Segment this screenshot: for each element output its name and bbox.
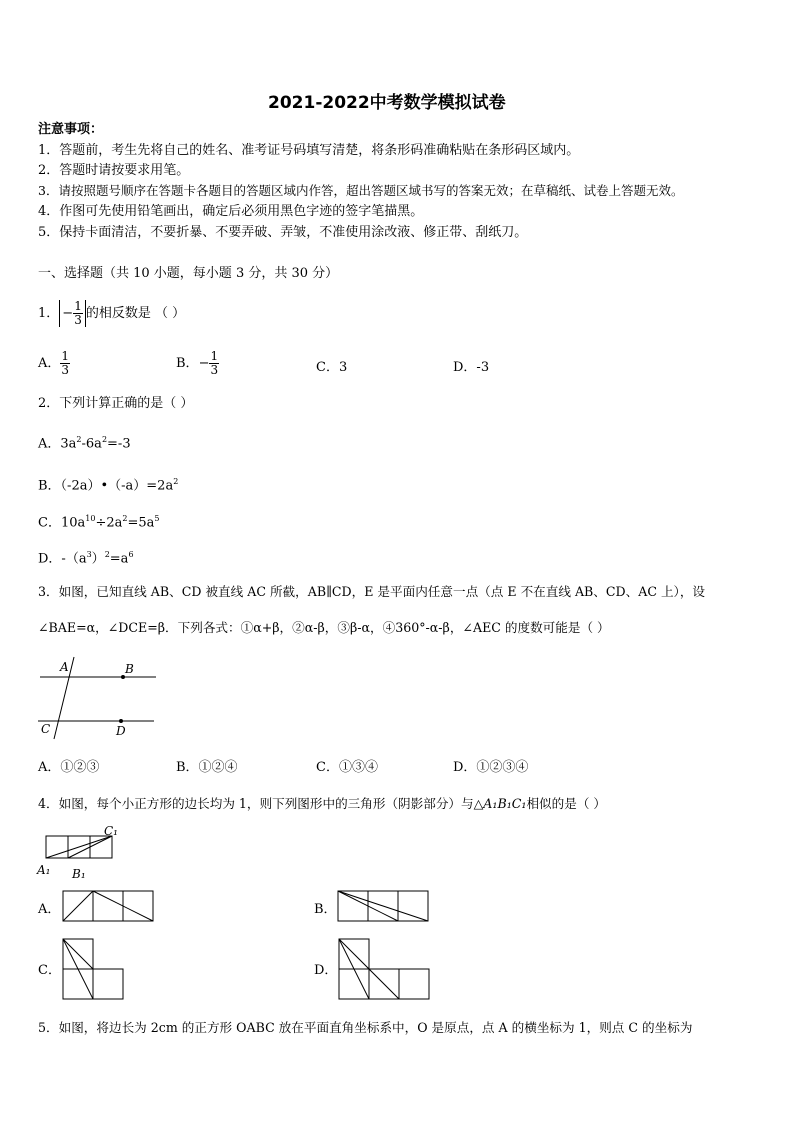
q3-option-c: C．①③④ bbox=[316, 760, 378, 775]
q1-minus: − bbox=[62, 306, 74, 321]
q4-reference-figure bbox=[34, 826, 134, 884]
q2-d-exp1: 3 bbox=[86, 550, 92, 559]
q1-option-a bbox=[38, 350, 70, 377]
notice-item-1: 1．答题前，考生先将自己的姓名、准考证号码填写清楚，将条形码准确粘贴在条形码区域内。 bbox=[38, 143, 580, 158]
q2-c-part3: =5a bbox=[127, 515, 155, 531]
q4-stem-part1: 4．如图，每个小正方形的边长均为 1，则下列图形中的三角形（阴影部分）与 bbox=[38, 796, 474, 811]
q4-triangle-name: △A₁B₁C₁ bbox=[473, 796, 527, 811]
question-4 bbox=[38, 796, 606, 812]
q4-option-b-label: B． bbox=[314, 902, 337, 917]
q2-option-d bbox=[38, 547, 134, 567]
q1-a-den: 3 bbox=[61, 363, 70, 377]
question-2: 2．下列计算正确的是（ ） bbox=[38, 396, 194, 411]
q3-figure bbox=[36, 655, 160, 741]
q2-option-c bbox=[38, 511, 159, 531]
label-b: B bbox=[125, 662, 134, 676]
q2-c-part2: ÷2a bbox=[95, 515, 123, 531]
q1-number: 1． bbox=[38, 306, 60, 321]
q2-option-a bbox=[38, 432, 131, 452]
q2-d-part1: D．-（a bbox=[38, 551, 87, 567]
q4-option-c-label: C． bbox=[38, 963, 61, 978]
notice-item-2: 2．答题时请按要求用笔。 bbox=[38, 163, 190, 178]
label-b1: B₁ bbox=[72, 867, 86, 881]
q1-option-a-label: A． bbox=[38, 356, 61, 371]
q1-option-b-fraction bbox=[209, 350, 219, 377]
q2-a-exp1: 2 bbox=[76, 435, 82, 444]
section-heading: 一、选择题（共 10 小题，每小题 3 分，共 30 分） bbox=[38, 266, 339, 281]
q1-option-c: C．3 bbox=[316, 360, 348, 375]
question-5-line1: 5．如图，将边长为 2cm 的正方形 OABC 放在平面直角坐标系中，O 是原点，点 A 的横坐标为 1，则点 C 的坐标为 bbox=[38, 1020, 693, 1035]
q4-option-a-label: A． bbox=[38, 902, 61, 917]
q3-option-a: A．①②③ bbox=[38, 760, 100, 775]
q1-frac-den: 3 bbox=[74, 313, 82, 327]
q2-c-exp1: 10 bbox=[85, 514, 96, 523]
q1-b-den: 3 bbox=[210, 363, 219, 377]
question-3-line2: ∠BAE=α，∠DCE=β．下列各式：①α+β，②α-β，③β-α，④360°-α-β，∠AEC 的度数可能是（ ） bbox=[38, 620, 610, 635]
question-3-line1: 3．如图，已知直线 AB、CD 被直线 AC 所截，AB∥CD，E 是平面内任意一点（点 E 不在直线 AB、CD、AC 上），设 bbox=[38, 584, 706, 599]
q1-option-a-fraction bbox=[60, 350, 70, 377]
q1-option-b bbox=[176, 350, 219, 377]
q2-a-part1: A．3a bbox=[38, 436, 77, 452]
notice-heading: 注意事项： bbox=[38, 122, 104, 137]
notice-item-3: 3．请按照题号顺序在答题卡各题目的答题区域内作答，超出答题区域书写的答案无效；在草稿纸、试卷上答题无效。 bbox=[38, 183, 684, 198]
label-d: D bbox=[116, 724, 126, 738]
q2-a-part3: =-3 bbox=[107, 436, 131, 452]
q1-fraction bbox=[73, 300, 83, 327]
page-title: 2021-2022中考数学模拟试卷 bbox=[268, 93, 506, 113]
q3-option-b: B．①②④ bbox=[176, 760, 238, 775]
q2-d-part2: ） bbox=[91, 551, 105, 567]
label-a: A bbox=[60, 660, 69, 674]
q4-option-a-figure bbox=[62, 889, 156, 923]
q2-a-part2: -6a bbox=[81, 436, 102, 452]
q1-option-d: D．-3 bbox=[453, 360, 490, 375]
q1-option-b-minus: − bbox=[198, 356, 210, 371]
q1-absolute-value bbox=[59, 300, 86, 327]
q4-option-d-figure bbox=[338, 937, 432, 1001]
q2-a-exp2: 2 bbox=[101, 435, 108, 444]
notice-item-4: 4．作图可先使用铅笔画出，确定后必须用黑色字迹的签字笔描黑。 bbox=[38, 204, 424, 219]
q2-d-exp3: 6 bbox=[128, 550, 134, 559]
q2-b-exp: 2 bbox=[173, 477, 179, 486]
label-c: C bbox=[41, 722, 51, 736]
label-c1: C₁ bbox=[104, 826, 118, 838]
notice-item-5: 5．保持卡面清洁，不要折暴、不要弄破、弄皱，不准使用涂改液、修正带、刮纸刀。 bbox=[38, 225, 528, 240]
q2-option-b bbox=[38, 474, 178, 494]
q1-stem: 的相反数是 （ ） bbox=[85, 306, 186, 321]
q2-d-part3: =a bbox=[109, 551, 129, 567]
q1-b-num: 1 bbox=[210, 349, 219, 363]
q2-c-exp3: 5 bbox=[154, 514, 160, 523]
q3-option-d: D．①②③④ bbox=[453, 760, 529, 775]
q1-frac-num: 1 bbox=[74, 299, 82, 313]
q2-d-exp2: 2 bbox=[104, 550, 110, 559]
label-a1: A₁ bbox=[37, 863, 51, 877]
q1-option-b-label: B． bbox=[176, 356, 199, 371]
q1-a-num: 1 bbox=[61, 349, 70, 363]
q4-option-c-figure bbox=[62, 937, 126, 1001]
q2-b-part1: B．（-2a）•（-a）=2a bbox=[38, 478, 174, 494]
question-1 bbox=[38, 300, 185, 327]
q4-option-d-label: D． bbox=[314, 963, 338, 978]
q2-c-exp2: 2 bbox=[122, 514, 128, 523]
q4-stem-part2: 相似的是（ ） bbox=[526, 796, 607, 811]
point-d bbox=[119, 719, 123, 723]
q4-option-b-figure bbox=[337, 889, 431, 923]
q2-c-part1: C．10a bbox=[38, 515, 86, 531]
